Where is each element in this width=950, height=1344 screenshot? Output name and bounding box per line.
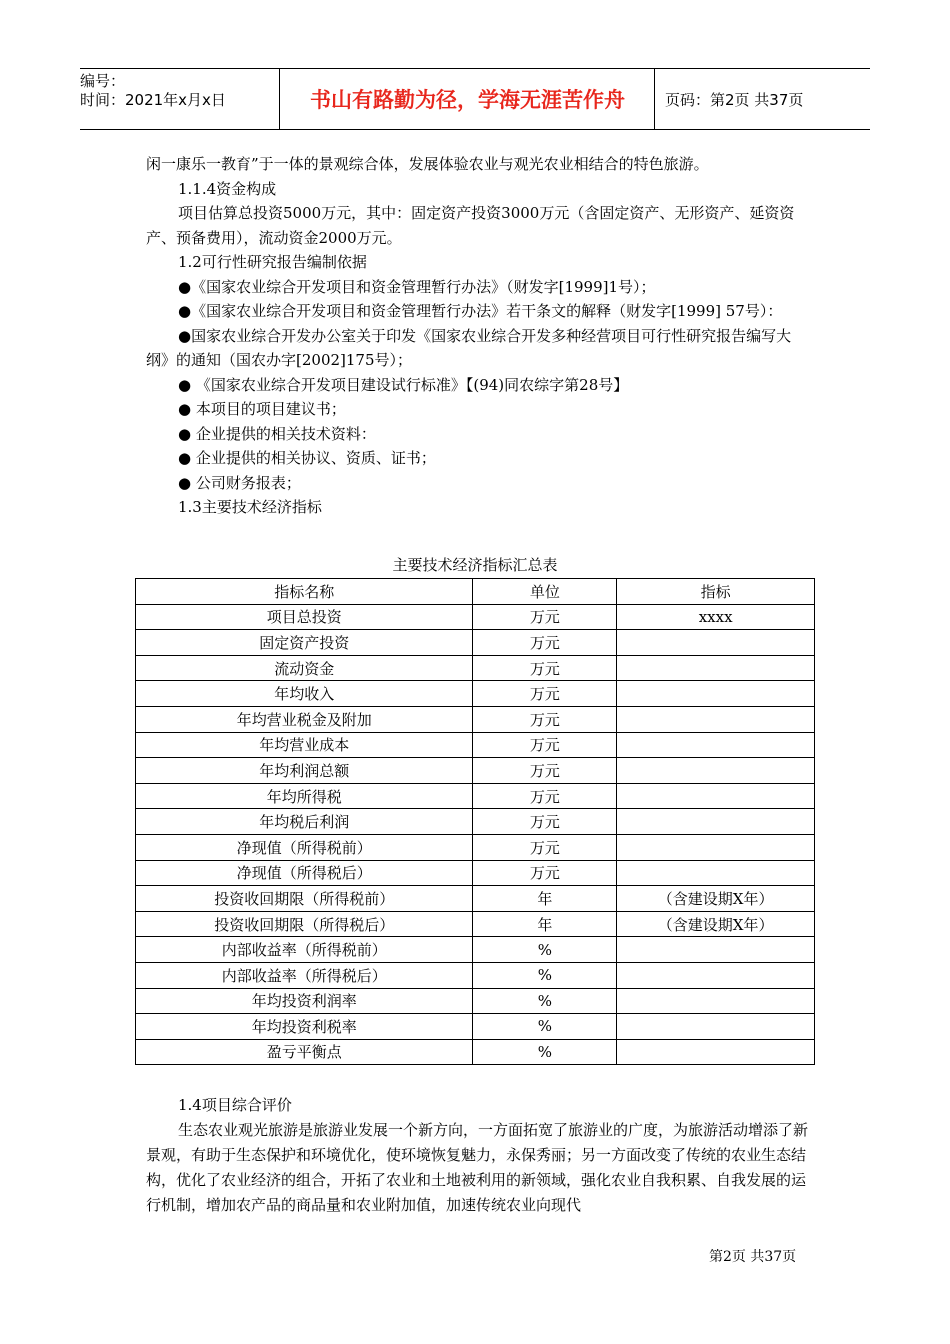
table-row [136,783,815,809]
table-row [136,1014,815,1040]
heading-1-2: 1.2可行性研究报告编制依据 [178,253,367,271]
cell-value [617,1014,815,1040]
list-item: ● 公司财务报表； [178,473,301,492]
cell-unit: 万元 [473,630,617,656]
table-row [136,860,815,886]
heading-1-1-4: 1.1.4资金构成 [178,179,277,198]
cell-indicator-name: 项目总投资 [136,604,473,630]
cell-value [617,732,815,758]
table-row [136,809,815,835]
cell-indicator-name: 年均投资利润率 [136,988,473,1014]
list-item: ● 《国家农业综合开发项目建设试行标准》【(94)同农综字第28号】 [178,375,629,394]
cell-unit: % [473,962,617,988]
cell-unit: 万元 [473,655,617,681]
cell-indicator-name: 内部收益率（所得税后） [136,962,473,988]
cell-unit: 万元 [473,809,617,835]
cell-indicator-name: 盈亏平衡点 [136,1039,473,1065]
table-row [136,630,815,656]
column-header-unit: 单位 [473,579,617,605]
cell-value [617,681,815,707]
cell-value [617,937,815,963]
cell-value: （含建设期X年） [617,911,815,937]
table-row [136,604,815,630]
body-text-lower [146,1093,812,1218]
cell-value [617,655,815,681]
table-row [136,834,815,860]
cell-value [617,783,815,809]
paragraph-continuation: 闲一康乐一教育”于一体的景观综合体，发展体验农业与观光农业相结合的特色旅游。 [146,155,709,173]
table-row [136,1039,815,1065]
table-row [136,911,815,937]
cell-unit: % [473,988,617,1014]
page-footer: 第2页 共37页 [709,1249,797,1265]
table-row [136,655,815,681]
list-item: ●《国家农业综合开发项目和资金管理暂行办法》若干条文的解释（财发字[1999] 57号）： [178,302,783,320]
header-time: 时间：2021年x月x日 [80,91,226,109]
list-item: ● 本项目的项目建议书； [178,400,346,418]
table-row [136,706,815,732]
heading-1-3: 1.3主要技术经济指标 [178,498,322,516]
cell-indicator-name: 净现值（所得税前） [136,834,473,860]
cell-indicator-name: 年均投资利税率 [136,1014,473,1040]
table-row [136,732,815,758]
cell-unit: % [473,937,617,963]
cell-value: （含建设期X年） [617,886,815,912]
cell-value [617,1039,815,1065]
cell-unit: 万元 [473,604,617,630]
table-row [136,681,815,707]
cell-value [617,962,815,988]
header-page: 页码：第2页 共37页 [665,90,804,109]
cell-value [617,706,815,732]
list-item: ● 企业提供的相关技术资料： [178,424,376,443]
cell-unit: % [473,1039,617,1065]
list-item: ● 企业提供的相关协议、资质、证书； [178,449,436,467]
table-row [136,988,815,1014]
cell-unit: 万元 [473,783,617,809]
cell-unit: 万元 [473,681,617,707]
paragraph-funding: 项目估算总投资5000万元，其中：固定资产投资3000万元（含固定资产、无形资产、延资资产、预备费用），流动资金2000万元。 [146,204,795,247]
cell-indicator-name: 投资收回期限（所得税前） [136,886,473,912]
column-header-value: 指标 [617,579,815,605]
table-row [136,962,815,988]
table-body [136,604,815,1065]
table-row [136,886,815,912]
list-item: ●《国家农业综合开发项目和资金管理暂行办法》（财发字[1999]1号）； [178,277,656,296]
table-row [136,758,815,784]
cell-indicator-name: 年均收入 [136,681,473,707]
cell-value [617,758,815,784]
cell-indicator-name: 净现值（所得税后） [136,860,473,886]
cell-indicator-name: 流动资金 [136,655,473,681]
cell-indicator-name: 内部收益率（所得税前） [136,937,473,963]
cell-value [617,630,815,656]
cell-indicator-name: 固定资产投资 [136,630,473,656]
page-header [80,68,870,130]
table-header-row [136,579,815,605]
cell-unit: 年 [473,886,617,912]
cell-indicator-name: 年均营业成本 [136,732,473,758]
cell-indicator-name: 年均利润总额 [136,758,473,784]
list-item: ●国家农业综合开发办公室关于印发《国家农业综合开发多种经营项目可行性研究报告编写大纲》的通知（国农办字[2002]175号）； [146,326,792,369]
cell-unit: 年 [473,911,617,937]
header-meta [80,69,280,129]
column-header-name: 指标名称 [136,579,473,605]
cell-value [617,860,815,886]
table-row [136,937,815,963]
cell-indicator-name: 投资收回期限（所得税后） [136,911,473,937]
cell-value [617,834,815,860]
cell-indicator-name: 年均所得税 [136,783,473,809]
cell-value [617,988,815,1014]
cell-value [617,809,815,835]
cell-indicator-name: 年均税后利润 [136,809,473,835]
table-caption: 主要技术经济指标汇总表 [392,556,558,574]
cell-value: xxxx [617,604,815,630]
cell-unit: 万元 [473,834,617,860]
indicators-table [135,578,815,1065]
cell-unit: 万元 [473,706,617,732]
cell-unit: 万元 [473,732,617,758]
body-text-upper [146,152,812,520]
cell-unit: % [473,1014,617,1040]
cell-unit: 万元 [473,758,617,784]
paragraph-evaluation: 生态农业观光旅游是旅游业发展一个新方向，一方面拓宽了旅游业的广度，为旅游活动增添了新景观，有助于生态保护和环境优化，使环境恢复魅力，永保秀丽；另一方面改变了传统的农业生态结构，优化了农业经济的组合，开拓了农业和土地被利用的新领域，强化农业自我积累、自我发展的运行机制，增加农产品的商品量和农业附加值，加速传统农业向现代 [146,1121,809,1214]
cell-indicator-name: 年均营业税金及附加 [136,706,473,732]
cell-unit: 万元 [473,860,617,886]
header-motto: 书山有路勤为径，学海无涯苦作舟 [281,69,655,129]
heading-1-4: 1.4项目综合评价 [178,1096,292,1114]
header-number: 编号： [80,72,126,90]
